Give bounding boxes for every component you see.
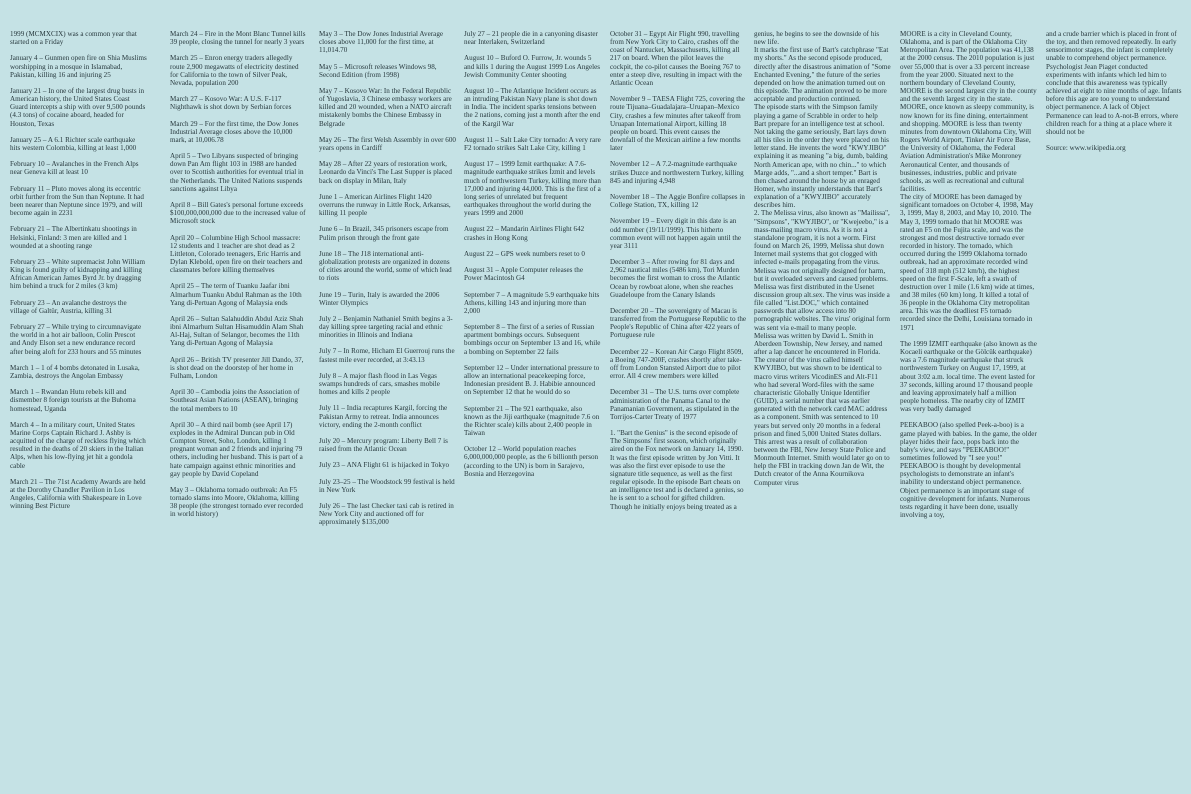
text-entry: March 4 – In a military court, United States Marine Corps Captain Richard J. Ashby is acquitted of the charge of reckless flying which resulted in the deaths of 20 skiers in the Italian Alps, when his low-flying jet hit a gondola cable [10, 420, 146, 470]
text-entry: February 11 – Pluto moves along its eccentric orbit further from the Sun than Neptune. It had been nearer than Neptune since 1979, and will become again in 2231 [10, 184, 144, 218]
text-column-4 [464, 30, 601, 790]
text-entry: October 12 – World population reaches 6,000,000,000 people, as the 6 billionth person (according to the UN) is born in Sarajevo, Bosnia and Herzegovina [464, 445, 599, 478]
text-entry: February 21 – The Albertinkatu shootings in Helsinki, Finland: 3 men are killed and 1 wounded at a shooting range [10, 225, 137, 250]
text-entry: July 8 – A major flash flood in Las Vegas swamps hundreds of cars, smashes mobile homes and kills 2 people [319, 371, 440, 397]
text-entry: March 29 – For the first time, the Dow Jones Industrial Average closes above the 10,000 mark, at 10,006.78 [170, 119, 299, 144]
text-entry: August 11 – Salt Lake City tornado: A very rare F2 tornado strikes Salt Lake City, killing 1 [464, 135, 601, 152]
text-entry: May 5 – Microsoft releases Windows 98, Second Edition (from 1998) [319, 62, 437, 79]
text-entry: February 27 – While trying to circumnavigate the world in a hot air balloon, Colin Prescot and Andy Elson set a new endurance record after being aloft for 233 hours and 55 minutes [10, 323, 142, 356]
text-entry: March 1 – Rwandan Hutu rebels kill and dismember 8 foreign tourists at the Buhoma homestead, Uganda [10, 388, 136, 413]
text-entry: April 30 – A third nail bomb (see April 17) explodes in the Admiral Duncan pub in Old Compton Street, Soho, London, killing 1 pregnant woman and 2 friends and injuring 79 others, including her husband. This is part of a hate campaign against ethnic minorities and gay people by David Copeland [170, 420, 303, 478]
text-entry: March 24 – Fire in the Mont Blanc Tunnel kills 39 people, closing the tunnel for nearly 3 years [170, 30, 306, 47]
text-entry: August 22 – GPS week numbers reset to 0 [464, 249, 585, 258]
text-entry: December 20 – The sovereignty of Macau is transferred from the Portuguese Republic to the People's Republic of China after 422 years of Portuguese rule [610, 306, 747, 340]
text-entry: June 18 – The J18 international anti-globalization protests are organized in dozens of cities around the world, some of which lead to riots [319, 249, 452, 283]
text-column-8 [1046, 30, 1183, 790]
text-entry: April 5 – Two Libyans suspected of bringing down Pan Am flight 103 in 1988 are handed over to Scottish authorities for eventual trial in the Netherlands. The United Nations suspends sanctions against Libya [170, 152, 304, 193]
text-entry: January 4 – Gunmen open fire on Shia Muslims worshipping in a mosque in Islamabad, Pakistan, killing 16 and injuring 25 [10, 54, 147, 79]
text-entry: December 31 – The U.S. turns over complete administration of the Panama Canal to the Panamanian Government, as stipulated in the Torrijos-Carter Treaty of 1977 [610, 388, 740, 421]
text-entry: MOORE is a city in Cleveland County, Oklahoma, and is part of the Oklahoma City Metropolitan Area. The population was 41,138 at the 2000 census. The 2010 population is just over 55,000 that is over a 33 percent increase from the year 2000. Situated next to the northern boundary of Cleveland County, MOORE is the second largest city in the county and the seventh largest city in the state. MOORE, once known as sleepy community, is now known for its fine dining, entertainment and shopping. MOORE is less than twenty minutes from downtown Oklahoma City, Will Rogers World Airport, Tinker Air Force Base, the University of Oklahoma, the Federal Aviation Administration's Mike Monroney Aeronautical Center, and thousands of businesses, industries, public and private schools, as well as recreational and cultural facilities. The city of MOORE has been damaged by significant tornadoes on October 4, 1998, May 3, 1999, May 8, 2003, and May 10, 2010. The May 3, 1999 tornado that hit MOORE was rated an F5 on the Fujita scale, and was the strongest and most destructive tornado ever recorded in history. The tornado, which occurred during the 1999 Oklahoma tornado outbreak, had an approximate recorded wind speed of 318 mph (512 km/h), the highest speed on the first F-Scale, left a swath of destruction over 1 mile (1.6 km) wide at times, and 38 miles (60 km) long. It killed a total of 36 people in the Oklahoma City metropolitan area. This was the deadliest F5 tornado recorded since the Delhi, Louisiana tornado in 1971 [900, 30, 1037, 332]
text-entry: March 21 – The 71st Academy Awards are held at the Dorothy Chandler Pavilion in Los Angeles, California with Shakespeare in Love winning Best Picture [10, 477, 146, 511]
text-entry: July 11 – India recaptures Kargil, forcing the Pakistan Army to retreat. India announces victory, ending the 2-month conflict [319, 404, 448, 429]
text-entry: PEEKABOO (also spelled Peek-a-boo) is a game played with babies. In the game, the older player hides their face, pops back into the baby's view, and says "PEEKABOO!" sometimes followed by "I see you!" PEEKABOO is thought by developmental psychologists to demonstrate an infant's inability to understand object permanence. Object permanence is an important stage of cognitive development for infants. Numerous tests regarding it have been done, usually involving a toy, [900, 421, 1037, 520]
text-entry: May 26 – The first Welsh Assembly in over 600 years opens in Cardiff [319, 135, 456, 152]
text-entry: July 23–25 – The Woodstock 99 festival is held in New York [319, 477, 455, 494]
text-entry: July 7 – In Rome, Hicham El Guerrouj runs the fastest mile ever recorded, at 3:43.13 [319, 347, 455, 364]
text-entry: February 23 – An avalanche destroys the village of Galtür, Austria, killing 31 [10, 298, 127, 315]
text-entry: May 3 – Oklahoma tornado outbreak: An F5 tornado slams into Moore, Oklahoma, killing 38 people (the strongest tornado ever recorded in world history) [170, 486, 303, 519]
text-entry: April 20 – Columbine High School massacre: 12 students and 1 teacher are shot dead as 2 Littleton, Colorado teenagers, Eric Harris and Dylan Klebold, open fire on their teachers and classmates before killing themselves [170, 233, 303, 275]
text-entry: July 20 – Mercury program: Liberty Bell 7 is raised from the Atlantic Ocean [319, 437, 448, 454]
text-entry: June 1 – American Airlines Flight 1420 overruns the runway in Little Rock, Arkansas, killing 11 people [319, 192, 451, 218]
text-column-6 [754, 30, 891, 790]
text-entry: May 28 – After 22 years of restoration work, Leonardo da Vinci's The Last Supper is placed back on display in Milan, Italy [319, 160, 452, 185]
text-entry: April 26 – British TV presenter Jill Dando, 37, is shot dead on the doorstep of her home in Fulham, London [170, 355, 304, 380]
text-entry: July 23 – ANA Flight 61 is hijacked in Tokyo [319, 461, 450, 470]
text-entry: 1999 (MCMXCIX) was a common year that started on a Friday [10, 30, 137, 47]
text-entry: September 7 – A magnitude 5.9 earthquake hits Athens, killing 143 and injuring more than 2,000 [464, 290, 600, 315]
text-entry: March 27 – Kosovo War: A U.S. F-117 Nighthawk is shot down by Serbian forces [170, 95, 292, 112]
text-entry: March 1 – 1 of 4 bombs detonated in Lusaka, Zambia, destroys the Angolan Embassy [10, 363, 140, 380]
text-entry: February 23 – White supremacist John William King is found guilty of kidnapping and killing African American James Byrd Jr. by dragging him behind a truck for 2 miles (3 km) [10, 257, 146, 291]
text-entry: and a crude barrier which is placed in front of the toy, and then removed repeatedly. In early sensorimotor stages, the infant is completely unable to comprehend object permanence. Psychologist Jean Piaget conducted experiments with infants which led him to conclude that this awareness was typically achieved at eight to nine months of age. Infants before this age are too young to understand object permanence. A lack of Object Permanence can lead to A-not-B errors, where children reach for a thing at a place where it should not be [1046, 30, 1182, 136]
text-entry: July 27 – 21 people die in a canyoning disaster near Interlaken, Switzerland [464, 30, 598, 47]
text-entry: December 22 – Korean Air Cargo Flight 8509, a Boeing 747-200F, crashes shortly after take-off from London Stansted Airport due to pilot error. All 4 crew members were killed [610, 347, 744, 381]
text-entry: 1. "Bart the Genius" is the second episode of The Simpsons' first season, which originally aired on the Fox network on January 14, 1990. It was the first episode written by Jon Vitti. It was also the first ever episode to use the signature title sequence, as well as the first regular episode. In the episode Bart cheats on an intelligence test and is declared a genius, so he is sent to a school for gifted children. Though he initially enjoys being treated as a [610, 429, 744, 511]
text-entry: September 21 – The 921 earthquake, also known as the Jiji earthquake (magnitude 7.6 on the Richter scale) kills about 2,400 people in Taiwan [464, 404, 600, 437]
text-entry: June 6 – In Brazil, 345 prisoners escape from Pulim prison through the front gate [319, 225, 449, 242]
text-entry: June 19 – Turin, Italy is awarded the 2006 Winter Olympics [319, 290, 440, 307]
text-entry: October 31 – Egypt Air Flight 990, travelling from New York City to Cairo, crashes off the coast of Nantucket, Massachusetts, killing all 217 on board. When the pilot leaves the cockpit, the co-pilot causes the Boeing 767 to enter a steep dive, resulting in impact with the Atlantic Ocean [610, 30, 742, 87]
text-entry: genius, he begins to see the downside of his new life. It marks the first use of Bart's catchphrase "Eat my shorts." As the second episode produced, directly after the disastrous animation of "Some Enchanted Evening," the future of the series depended on how the animation turned out on this episode. The animation proved to be more acceptable and production continued. The episode starts with the Simpson family playing a game of Scrabble in order to help Bart prepare for an intelligence test at school. Not taking the game seriously, Bart lays down all his tiles in the order they were placed on his letter stand. He invents the word "KWYJIBO" explaining it as meaning "a big, dumb, balding North American ape, with no chin..." to which Marge adds, "...and a short temper." Bart is then chased around the house by an enraged Homer, who instantly understands that Bart's explanation of a "KWYJIBO" accurately describes him. 2. The Melissa virus, also known as "Mailissa", "Simpsons", "KWYJIBO", or "Kwejeebo," is a mass-mailing macro virus. As it is not a standalone program, it is not a worm. First found on March 26, 1999, Melissa shut down Internet mail systems that got clogged with infected e-mails propagating from the virus. Melissa was not originally designed for harm, but it overloaded servers and caused problems. Melissa was first distributed in the Usenet discussion group alt.sex. The virus was inside a file called "List.DOC," which contained passwords that allow access into 80 pornographic websites. The virus' original form was sent via e-mail to many people. Melissa was written by David L. Smith in Aberdeen Township, New Jersey, and named after a lap dancer he encountered in Florida. The creator of the virus called himself KWYJIBO, but was shown to be identical to macro virus writers VicodinES and Alt-F11 who had several Word-files with the same characteristic Globally Unique Identifier (GUID), a serial number that was earlier generated with the network card MAC address as a component. Smith was sentenced to 10 years but served only 20 months in a federal prison and fined 5,000 United States dollars. This arrest was a result of collaboration between the FBI, New Jersey State Police and Monmouth Internet. Smith would later go on to help the FBI in tracking down Jan de Wit, the Dutch creator of the Anna Kournikova Computer virus [754, 30, 891, 487]
text-entry: September 12 – Under international pressure to allow an international peacekeeping force, Indonesian president B. J. Habibie announced on September 12 that he would do so [464, 363, 600, 397]
text-entry: January 21 – In one of the largest drug busts in American history, the United States Coast Guard intercepts a ship with over 9,500 pounds (4.3 tons) of cocaine aboard, headed for Houston, Texas [10, 86, 146, 128]
text-entry: August 10 – The Atlantique Incident occurs as an intruding Pakistan Navy plane is shot down in India. The incident sparks tensions between the 2 nations, coming just a month after the end of the Kargil War [464, 86, 601, 128]
text-entry: May 7 – Kosovo War: In the Federal Republic of Yugoslavia, 3 Chinese embassy workers are killed and 20 wounded, when a NATO aircraft mistakenly bombs the Chinese Embassy in Belgrade [319, 86, 452, 128]
text-entry: November 9 – TAESA Flight 725, covering the route Tijuana–Guadalajara–Uruapan–Mexico City, crashes a few minutes after takeoff from Uruapan International Airport, killing 18 people on board. This event causes the downfall of the Mexican airline a few months later [610, 95, 745, 153]
text-entry: July 2 – Benjamin Nathaniel Smith begins a 3-day killing spree targeting racial and ethnic minorities in Illinois and Indiana [319, 314, 453, 340]
text-entry: July 26 – The last Checker taxi cab is retired in New York City and auctioned off for approximately $135,000 [319, 502, 454, 527]
text-entry: April 30 – Cambodia joins the Association of Southeast Asian Nations (ASEAN), bringing the total members to 10 [170, 388, 300, 413]
text-entry: August 17 – 1999 İzmit earthquake: A 7.6-magnitude earthquake strikes İzmit and levels much of northwestern Turkey, killing more than 17,000 and injuring 44,000. This is the first of a long series of unrelated but frequent earthquakes throughout the world during the years 1999 and 2000 [464, 160, 601, 218]
text-entry: December 3 – After rowing for 81 days and 2,962 nautical miles (5486 km), Tori Murden becomes the first woman to cross the Atlantic Ocean by rowboat alone, when she reaches Guadeloupe from the Canary Islands [610, 258, 741, 299]
text-entry: August 31 – Apple Computer releases the Power Macintosh G4 [464, 266, 583, 283]
text-entry: February 10 – Avalanches in the French Alps near Geneva kill at least 10 [10, 160, 139, 177]
text-entry: August 22 – Mandarin Airlines Flight 642 crashes in Hong Kong [464, 225, 585, 242]
text-entry: Source: www.wikipedia.org [1046, 144, 1126, 153]
text-entry: November 12 – A 7.2-magnitude earthquake strikes Duzce and northwestern Turkey, killing 845 and injuring 4,948 [610, 160, 744, 185]
text-entry: January 25 – A 6.1 Richter scale earthquake hits western Colombia, killing at least 1,000 [10, 135, 137, 152]
text-column-1 [10, 30, 147, 790]
text-entry: August 10 – Buford O. Furrow, Jr. wounds 5 and kills 1 during the August 1999 Los Angeles Jewish Community Center shooting [464, 54, 601, 79]
text-entry: September 8 – The first of a series of Russian apartment bombings occurs. Subsequent bombings occur on September 13 and 16, while a bombing on September 22 fails [464, 323, 601, 356]
text-column-7 [900, 30, 1037, 790]
text-entry: April 8 – Bill Gates's personal fortune exceeds $100,000,000,000 due to the increased value of Microsoft stock [170, 200, 306, 226]
text-column-5 [610, 30, 747, 790]
text-entry: March 25 – Enron energy traders allegedly route 2,900 megawatts of electricity destined for California to the town of Silver Peak, Nevada, population 200 [170, 54, 299, 87]
text-entry: November 19 – Every digit in this date is an odd number (19/11/1999). This hitherto common event will not happen again until the year 3111 [610, 217, 742, 250]
text-column-3 [319, 30, 456, 790]
text-entry: November 18 – The Aggie Bonfire collapses in College Station, TX, killing 12 [610, 192, 745, 210]
text-entry: May 3 – The Dow Jones Industrial Average closes above 11,000 for the first time, at 11,014.70 [319, 30, 444, 55]
text-column-2 [170, 30, 307, 790]
text-entry: April 25 – The term of Tuanku Jaafar ibni Almarhum Tuanku Abdul Rahman as the 10th Yang di-Pertuan Agong of Malaysia ends [170, 282, 302, 307]
text-entry: The 1999 İZMIT earthquake (also known as the Kocaeli earthquake or the Gölcük earthquake) was a 7.6 magnitude earthquake that struck northwestern Turkey on August 17, 1999, at about 3:02 a.m. local time. The event lasted for 37 seconds, killing around 17 thousand people and leaving approximately half a million people homeless. The nearby city of İZMIT was very badly damaged [900, 339, 1037, 414]
text-entry: April 26 – Sultan Salahuddin Abdul Aziz Shah ibni Almarhum Sultan Hisamuddin Alam Shah Al-Haj, Sultan of Selangor, becomes the 11th Yang di-Pertuan Agong of Malaysia [170, 314, 304, 348]
